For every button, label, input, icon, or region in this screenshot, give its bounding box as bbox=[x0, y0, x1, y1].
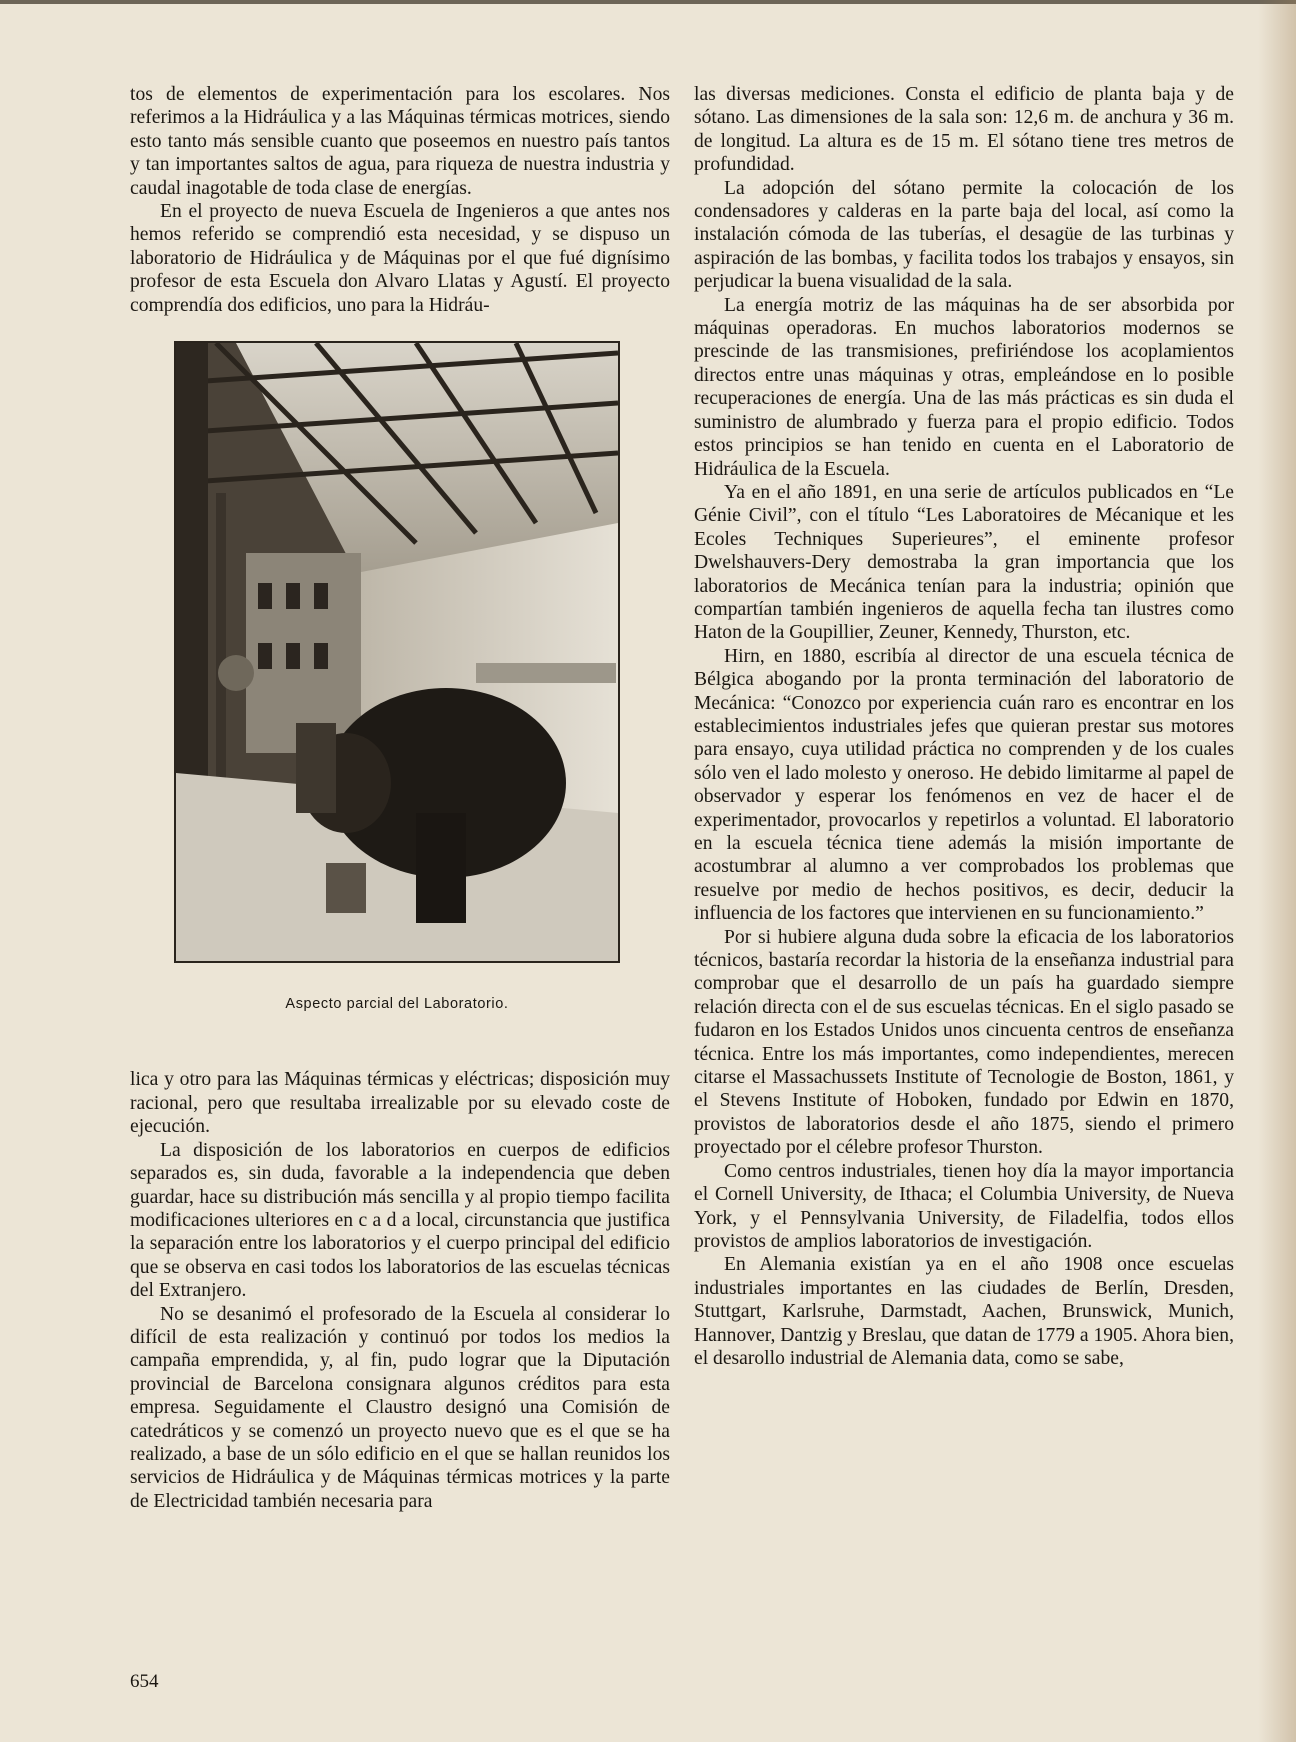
left-column bbox=[130, 83, 670, 1513]
right-column bbox=[694, 83, 1234, 1370]
left-paragraph-4: La disposición de los laboratorios en cuerpos de edificios separados es, sin duda, favorable a la independencia que deben guardar, hace su distribución más sencilla y al propio tiempo facilita modificaciones ulteriores en c a d a local, circunstancia que justifica la separación entre los laboratorios y el cuerpo principal del edificio que se observa en casi todos los laboratorios de las escuelas técnicas del Extranjero. bbox=[130, 1139, 670, 1302]
left-paragraph-1: tos de elementos de experimentación para los escolares. Nos referimos a la Hidráulica y a las Máquinas térmicas motrices, siendo esto tanto más sensible cuanto que poseemos en nuestro país tantos y tan importantes saltos de agua, para riqueza de nuestra industria y caudal inagotable de toda clase de energías. bbox=[130, 84, 670, 199]
laboratory-photo bbox=[174, 341, 620, 963]
laboratory-illustration bbox=[176, 343, 618, 961]
right-paragraph-5: Hirn, en 1880, escribía al director de una escuela técnica de Bélgica abogando por la pronta terminación del laboratorio de Mecánica: “Conozco por experiencia cuán raro es encontrar en los establecimientos industriales jefes que quieran prestar sus motores para ensayo, cuya utilidad práctica no comprenden y de los cuales sólo ven el lado molesto y oneroso. He debido limitarme al papel de observador y esperar los fenómenos en vez de hacer el de experimentador, provocarlos y repetirlos a voluntad. El laboratorio en la escuela técnica tiene además la misión importante de acostumbrar al alumno a ver comprobados los problemas que resuelve por medio de hechos positivos, es decir, deducir la influencia de los factores que intervienen en su funcionamiento.” bbox=[694, 645, 1234, 925]
right-paragraph-1: las diversas mediciones. Consta el edificio de planta baja y de sótano. Las dimensiones de la sala son: 12,6 m. de anchura y 36 m. de longitud. La altura es de 15 m. El sótano tiene tres metros de profundidad. bbox=[694, 84, 1234, 176]
right-paragraph-6: Por si hubiere alguna duda sobre la eficacia de los laboratorios técnicos, bastaría recordar la historia de la enseñanza industrial para comprobar que el desarrollo de un país ha guardado siempre relación directa con el de sus escuelas técnicas. En el siglo pasado se fudaron en los Estados Unidos unos cincuenta centros de enseñanza técnica. Entre los más importantes, como independientes, merecen citarse el Massachussets Institute of Tecnologie de Boston, 1861, y el Stevens Institute of Hoboken, fundado por Edwin en 1870, provistos de laboratorios desde el año 1875, siendo el primero proyectado por el célebre profesor Thurston. bbox=[694, 926, 1234, 1159]
photo-caption: Aspecto parcial del Laboratorio. bbox=[285, 996, 509, 1013]
top-border bbox=[0, 0, 1296, 4]
page-number: 654 bbox=[130, 1671, 159, 1692]
right-paragraph-7: Como centros industriales, tienen hoy día la mayor importancia el Cornell University, de Ithaca; el Columbia University, de Nueva York, y el Pennsylvania University, de Filadelfia, todos ellos provistos de amplios laboratorios de investigación. bbox=[694, 1160, 1234, 1252]
right-paragraph-4: Ya en el año 1891, en una serie de artículos publicados en “Le Génie Civil”, con el título “Les Laboratoires de Mécanique et les Ecoles Techniques Superieures”, el eminente profesor Dwelshauvers-Dery demostraba la gran importancia que los laboratorios de Mecánica tenían para la industria; opinión que compartían también ingenieros de aquella fecha tan ilustres como Haton de la Goupillier, Zeuner, Kennedy, Thurston, etc. bbox=[694, 481, 1234, 644]
right-paragraph-8: En Alemania existían ya en el año 1908 once escuelas industriales importantes en las ciudades de Berlín, Dresden, Stuttgart, Karlsruhe, Darmstadt, Aachen, Brunswick, Munich, Hannover, Dantzig y Breslau, que datan de 1779 a 1905. Ahora bien, el desarollo industrial de Alemania data, como se sabe, bbox=[694, 1254, 1234, 1369]
page-edge-shadow bbox=[1258, 0, 1296, 1742]
left-paragraph-5: No se desanimó el profesorado de la Escuela al considerar lo difícil de esta realización y continuó por todos los medios la campaña emprendida, y, al fin, pudo lograr que la Diputación provincial de Barcelona consignara algunos créditos para esta empresa. Seguidamente el Claustro designó una Comisión de catedráticos y se comenzó un proyecto nuevo que es el que se ha realizado, a base de un sólo edificio en el que se hallan reunidos los servicios de Hidráulica y de Máquinas térmicas motrices y la parte de Electricidad también necesaria para bbox=[130, 1303, 670, 1512]
right-paragraph-3: La energía motriz de las máquinas ha de ser absorbida por máquinas operadoras. En muchos laboratorios modernos se prescinde de las transmisiones, prefiriéndose los acoplamientos directos entre unas máquinas y otras, empleándose en lo posible recuperaciones de energía. Una de las más prácticas es sin duda el suministro de alumbrado y fuerza para el propio edificio. Todos estos principios se han tenido en cuenta en el Laboratorio de Hidráulica de la Escuela. bbox=[694, 294, 1234, 480]
left-paragraph-3: lica y otro para las Máquinas térmicas y eléctricas; disposición muy racional, pero que resultaba irrealizable por su elevado coste de ejecución. bbox=[130, 1069, 670, 1138]
laboratory-photo-figure bbox=[174, 341, 620, 1016]
right-paragraph-2: La adopción del sótano permite la colocación de los condensadores y calderas en la parte baja del local, así como la instalación cómoda de las tuberías, el desagüe de las turbinas y aspiración de las bombas, y facilita todos los trabajos y ensayos, sin perjudicar la buena visualidad de la sala. bbox=[694, 177, 1234, 293]
left-paragraph-2: En el proyecto de nueva Escuela de Ingenieros a que antes nos hemos referido se comprendió esta necesidad, y se dispuso un laboratorio de Hidráulica y de Máquinas por el que fué dignísimo profesor de esta Escuela don Alvaro Llatas y Agustí. El proyecto comprendía dos edificios, uno para la Hidráu- bbox=[130, 201, 670, 316]
